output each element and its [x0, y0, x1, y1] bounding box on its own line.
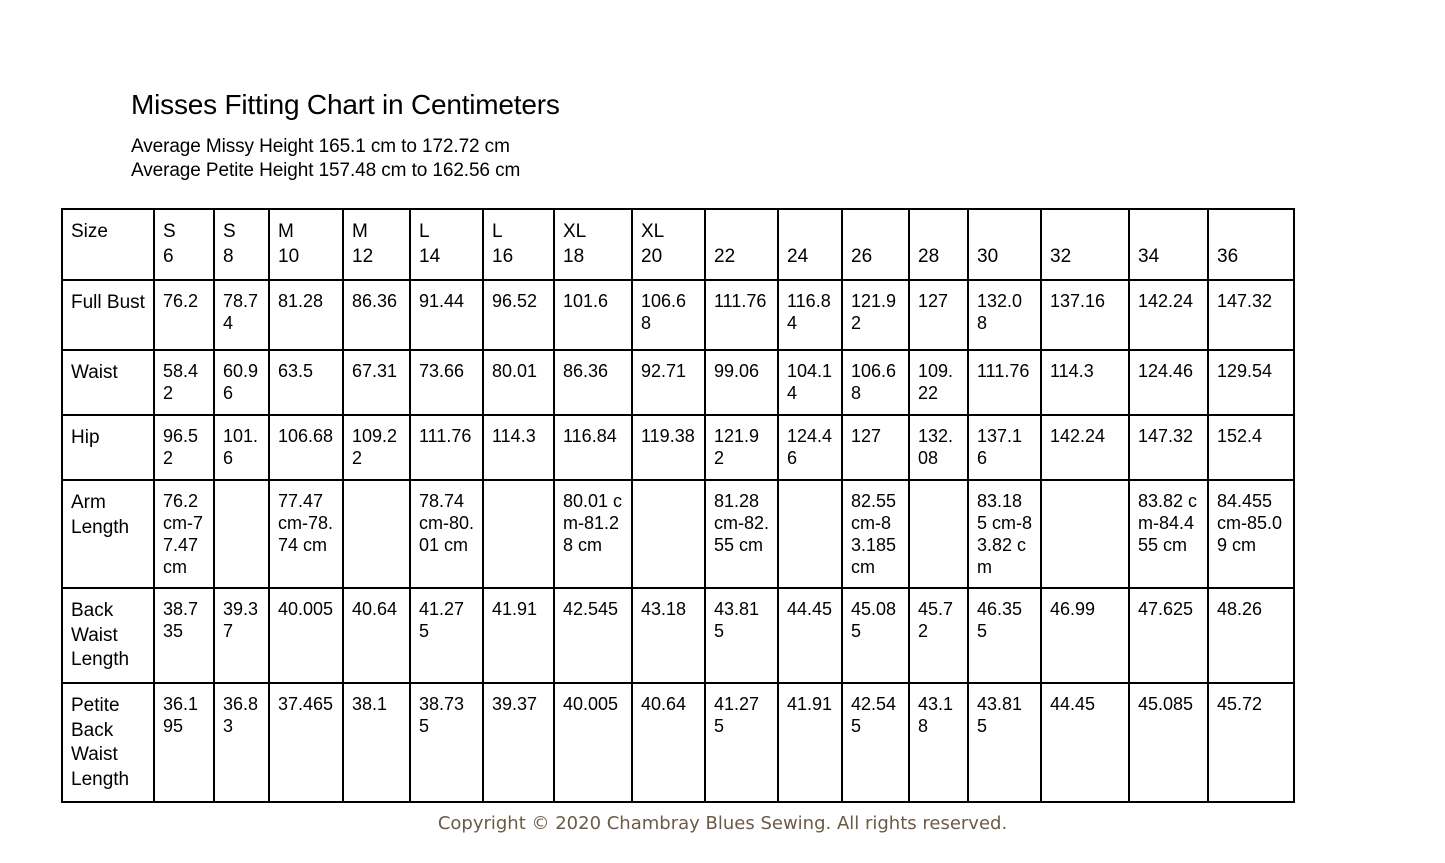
measurement-cell: 41.275: [410, 588, 483, 683]
size-header-cell: 24: [778, 209, 842, 280]
measurement-cell: 137.16: [968, 415, 1041, 480]
measurement-cell: 40.64: [632, 683, 705, 802]
measurement-cell: 84.455 cm-85.09 cm: [1208, 480, 1294, 588]
measurement-cell: 127: [842, 415, 909, 480]
petite-back-waist-length-row: [62, 683, 1294, 802]
measurement-cell: 67.31: [343, 350, 410, 415]
measurement-cell: 127: [909, 280, 968, 350]
measurement-cell: 76.2 cm-77.47 cm: [154, 480, 214, 588]
size-header-cell: 32: [1041, 209, 1129, 280]
measurement-cell: 38.735: [154, 588, 214, 683]
measurement-cell: 45.72: [1208, 683, 1294, 802]
measurement-cell: 101.6: [554, 280, 632, 350]
size-header-cell: 34: [1129, 209, 1208, 280]
measurement-cell: 43.815: [968, 683, 1041, 802]
measurement-cell: 106.68: [269, 415, 343, 480]
measurement-cell: 63.5: [269, 350, 343, 415]
row-label: Hip: [62, 415, 154, 480]
size-header-cell: L 16: [483, 209, 554, 280]
measurement-cell: 60.96: [214, 350, 269, 415]
measurement-cell: 80.01: [483, 350, 554, 415]
measurement-cell: 38.1: [343, 683, 410, 802]
measurement-cell: 39.37: [483, 683, 554, 802]
measurement-cell: 40.005: [554, 683, 632, 802]
measurement-cell: 77.47 cm-78.74 cm: [269, 480, 343, 588]
measurement-cell: 46.355: [968, 588, 1041, 683]
measurement-cell: 45.085: [842, 588, 909, 683]
measurement-cell: 76.2: [154, 280, 214, 350]
measurement-cell: 43.18: [632, 588, 705, 683]
measurement-cell: 86.36: [343, 280, 410, 350]
size-header-cell: 28: [909, 209, 968, 280]
measurement-cell: 81.28 cm-82.55 cm: [705, 480, 778, 588]
measurement-cell: 152.4: [1208, 415, 1294, 480]
measurement-cell: 41.91: [483, 588, 554, 683]
fitting-chart-table: [61, 208, 1295, 803]
measurement-cell: 129.54: [1208, 350, 1294, 415]
size-header-cell: XL 18: [554, 209, 632, 280]
measurement-cell: 111.76: [968, 350, 1041, 415]
measurement-cell: 96.52: [483, 280, 554, 350]
size-header-cell: 30: [968, 209, 1041, 280]
measurement-cell: 43.815: [705, 588, 778, 683]
page-title: Misses Fitting Chart in Centimeters: [131, 89, 560, 120]
measurement-cell: [632, 480, 705, 588]
petite-height-note: Average Petite Height 157.48 cm to 162.56 cm: [131, 160, 521, 181]
measurement-cell: 36.83: [214, 683, 269, 802]
size-header-cell: 22: [705, 209, 778, 280]
size-header-row: [62, 209, 1294, 280]
row-label: Full Bust: [62, 280, 154, 350]
measurement-cell: 73.66: [410, 350, 483, 415]
size-header-cell: 36: [1208, 209, 1294, 280]
measurement-cell: 86.36: [554, 350, 632, 415]
measurement-cell: 41.91: [778, 683, 842, 802]
measurement-cell: 45.085: [1129, 683, 1208, 802]
measurement-cell: 36.195: [154, 683, 214, 802]
measurement-cell: 132.08: [968, 280, 1041, 350]
row-label: Petite Back Waist Length: [62, 683, 154, 802]
measurement-cell: 99.06: [705, 350, 778, 415]
measurement-cell: 44.45: [1041, 683, 1129, 802]
measurement-cell: 109.22: [343, 415, 410, 480]
size-header-cell: M 10: [269, 209, 343, 280]
measurement-cell: 78.74: [214, 280, 269, 350]
measurement-cell: 82.55 cm-83.185 cm: [842, 480, 909, 588]
size-header-label: Size: [62, 209, 154, 280]
measurement-cell: 58.42: [154, 350, 214, 415]
measurement-cell: 111.76: [410, 415, 483, 480]
measurement-cell: 92.71: [632, 350, 705, 415]
row-label: Back Waist Length: [62, 588, 154, 683]
measurement-cell: 78.74 cm-80.01 cm: [410, 480, 483, 588]
size-header-cell: S 6: [154, 209, 214, 280]
measurement-cell: 44.45: [778, 588, 842, 683]
measurement-cell: 101.6: [214, 415, 269, 480]
measurement-cell: 109.22: [909, 350, 968, 415]
measurement-cell: 81.28: [269, 280, 343, 350]
measurement-cell: 83.185 cm-83.82 cm: [968, 480, 1041, 588]
measurement-cell: 83.82 cm-84.455 cm: [1129, 480, 1208, 588]
back-waist-length-row: [62, 588, 1294, 683]
full-bust-row: [62, 280, 1294, 350]
size-header-cell: M 12: [343, 209, 410, 280]
measurement-cell: 96.52: [154, 415, 214, 480]
measurement-cell: 47.625: [1129, 588, 1208, 683]
size-header-cell: XL 20: [632, 209, 705, 280]
size-header-cell: L 14: [410, 209, 483, 280]
measurement-cell: 137.16: [1041, 280, 1129, 350]
row-label: Waist: [62, 350, 154, 415]
measurement-cell: 142.24: [1129, 280, 1208, 350]
measurement-cell: 142.24: [1041, 415, 1129, 480]
measurement-cell: 121.92: [705, 415, 778, 480]
measurement-cell: 106.68: [842, 350, 909, 415]
measurement-cell: 124.46: [778, 415, 842, 480]
measurement-cell: [909, 480, 968, 588]
measurement-cell: 106.68: [632, 280, 705, 350]
size-header-cell: S 8: [214, 209, 269, 280]
measurement-cell: 91.44: [410, 280, 483, 350]
measurement-cell: 147.32: [1208, 280, 1294, 350]
measurement-cell: [343, 480, 410, 588]
measurement-cell: [214, 480, 269, 588]
measurement-cell: 46.99: [1041, 588, 1129, 683]
measurement-cell: 104.14: [778, 350, 842, 415]
measurement-cell: 124.46: [1129, 350, 1208, 415]
measurement-cell: 41.275: [705, 683, 778, 802]
copyright-footer: Copyright © 2020 Chambray Blues Sewing. All rights reserved.: [437, 813, 1008, 834]
measurement-cell: 116.84: [554, 415, 632, 480]
size-header-cell: 26: [842, 209, 909, 280]
row-label: Arm Length: [62, 480, 154, 588]
measurement-cell: 132.08: [909, 415, 968, 480]
measurement-cell: [1041, 480, 1129, 588]
measurement-cell: 39.37: [214, 588, 269, 683]
hip-row: [62, 415, 1294, 480]
measurement-cell: 40.005: [269, 588, 343, 683]
measurement-cell: 40.64: [343, 588, 410, 683]
measurement-cell: 147.32: [1129, 415, 1208, 480]
measurement-cell: 42.545: [554, 588, 632, 683]
measurement-cell: 111.76: [705, 280, 778, 350]
missy-height-note: Average Missy Height 165.1 cm to 172.72 cm: [131, 136, 510, 157]
measurement-cell: 80.01 cm-81.28 cm: [554, 480, 632, 588]
measurement-cell: 43.18: [909, 683, 968, 802]
measurement-cell: 38.735: [410, 683, 483, 802]
measurement-cell: 37.465: [269, 683, 343, 802]
measurement-cell: 119.38: [632, 415, 705, 480]
measurement-cell: 45.72: [909, 588, 968, 683]
arm-length-row: [62, 480, 1294, 588]
measurement-cell: 48.26: [1208, 588, 1294, 683]
measurement-cell: [483, 480, 554, 588]
measurement-cell: 114.3: [483, 415, 554, 480]
waist-row: [62, 350, 1294, 415]
measurement-cell: [778, 480, 842, 588]
measurement-cell: 116.84: [778, 280, 842, 350]
measurement-cell: 42.545: [842, 683, 909, 802]
measurement-cell: 121.92: [842, 280, 909, 350]
measurement-cell: 114.3: [1041, 350, 1129, 415]
